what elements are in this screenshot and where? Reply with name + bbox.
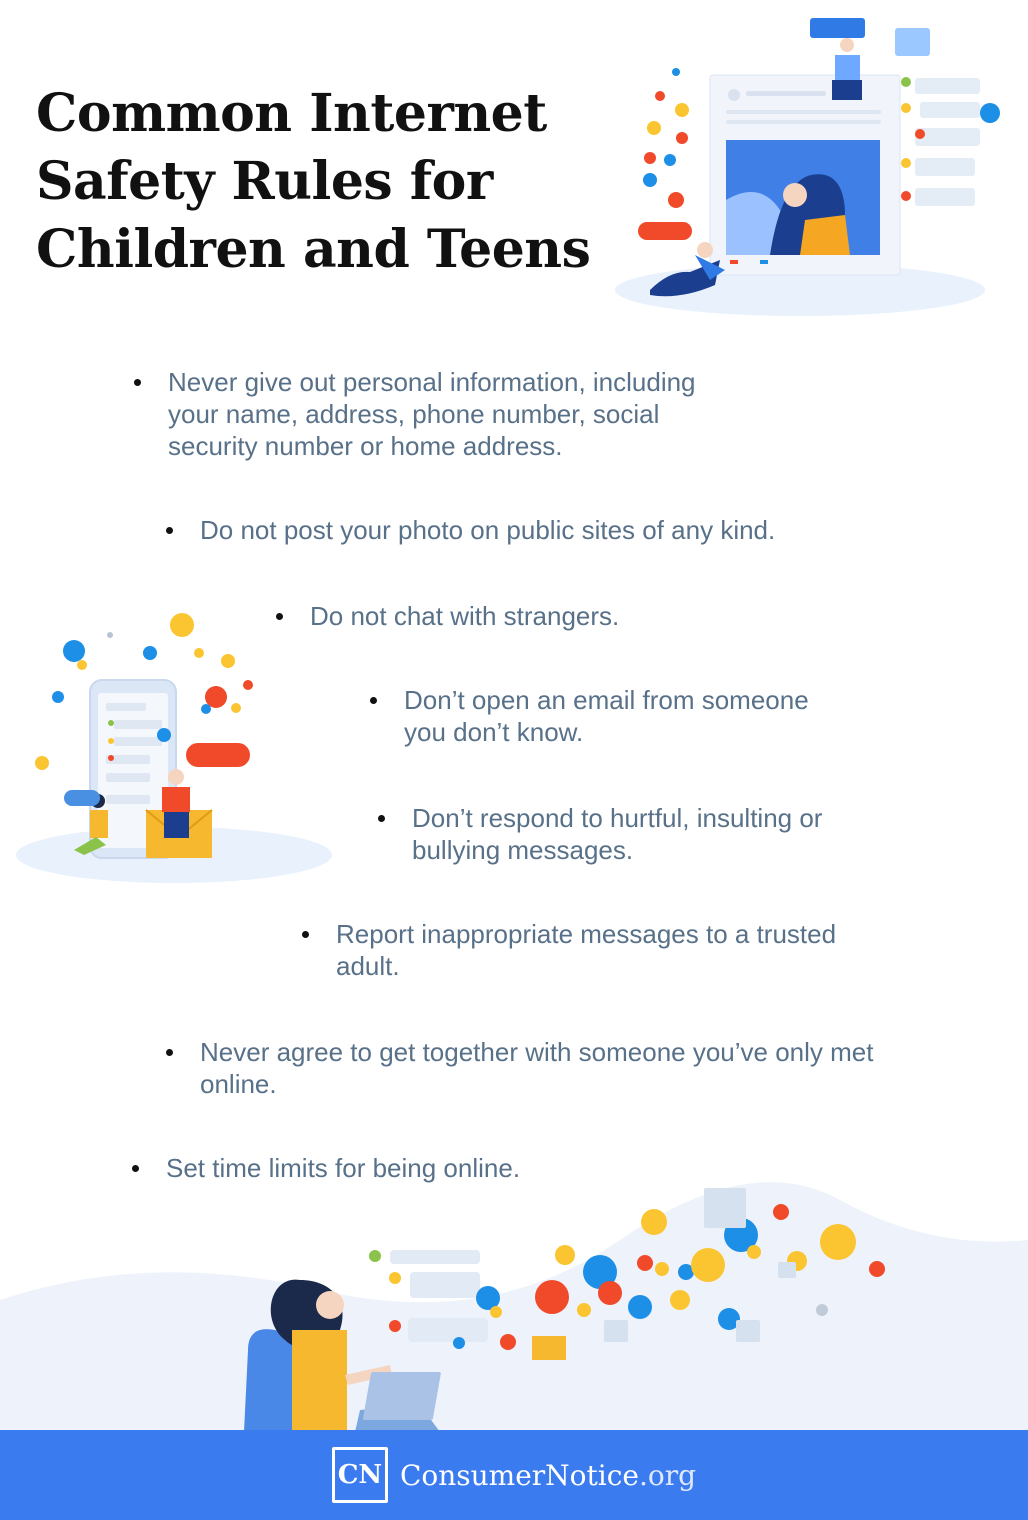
title-line: Common Internet bbox=[36, 83, 547, 144]
footer-bar bbox=[0, 1430, 1028, 1520]
rule-line: you don’t know. bbox=[404, 717, 584, 747]
rule-line: online. bbox=[200, 1069, 277, 1099]
brand-name[interactable] bbox=[400, 1459, 696, 1492]
rule-line: your name, address, phone number, social bbox=[168, 399, 660, 429]
title-line: Safety Rules for bbox=[36, 151, 493, 212]
rule-line: Report inappropriate messages to a trusted bbox=[336, 919, 837, 949]
rule-item bbox=[134, 366, 696, 462]
rule-line: Do not post your photo on public sites of any kind. bbox=[200, 515, 776, 545]
social-feed-illustration bbox=[610, 10, 1020, 320]
rule-item bbox=[166, 1036, 874, 1100]
title-line: Children and Teens bbox=[36, 219, 591, 280]
phone-chat-illustration bbox=[14, 605, 334, 890]
rule-item bbox=[166, 514, 775, 546]
rule-line: Never give out personal information, including bbox=[168, 367, 696, 397]
laptop-reactions-illustration bbox=[0, 1180, 1028, 1432]
rule-line: Don’t open an email from someone bbox=[404, 685, 809, 715]
brand-name-main: ConsumerNotice bbox=[399, 1458, 639, 1492]
brand-name-tld: .org bbox=[638, 1458, 697, 1492]
rule-line: Set time limits for being online. bbox=[166, 1153, 521, 1183]
page-title bbox=[36, 80, 596, 284]
rule-line: security number or home address. bbox=[168, 431, 563, 461]
rule-item bbox=[302, 918, 836, 982]
rule-item bbox=[370, 684, 809, 748]
rule-line: bullying messages. bbox=[412, 835, 634, 865]
brand-logo-icon: CN bbox=[332, 1447, 388, 1503]
rule-line: adult. bbox=[336, 951, 400, 981]
rule-item bbox=[378, 802, 822, 866]
rule-line: Don’t respond to hurtful, insulting or bbox=[412, 803, 823, 833]
rule-line: Never agree to get together with someone you’ve only met bbox=[200, 1037, 874, 1067]
rule-line: Do not chat with strangers. bbox=[310, 601, 620, 631]
